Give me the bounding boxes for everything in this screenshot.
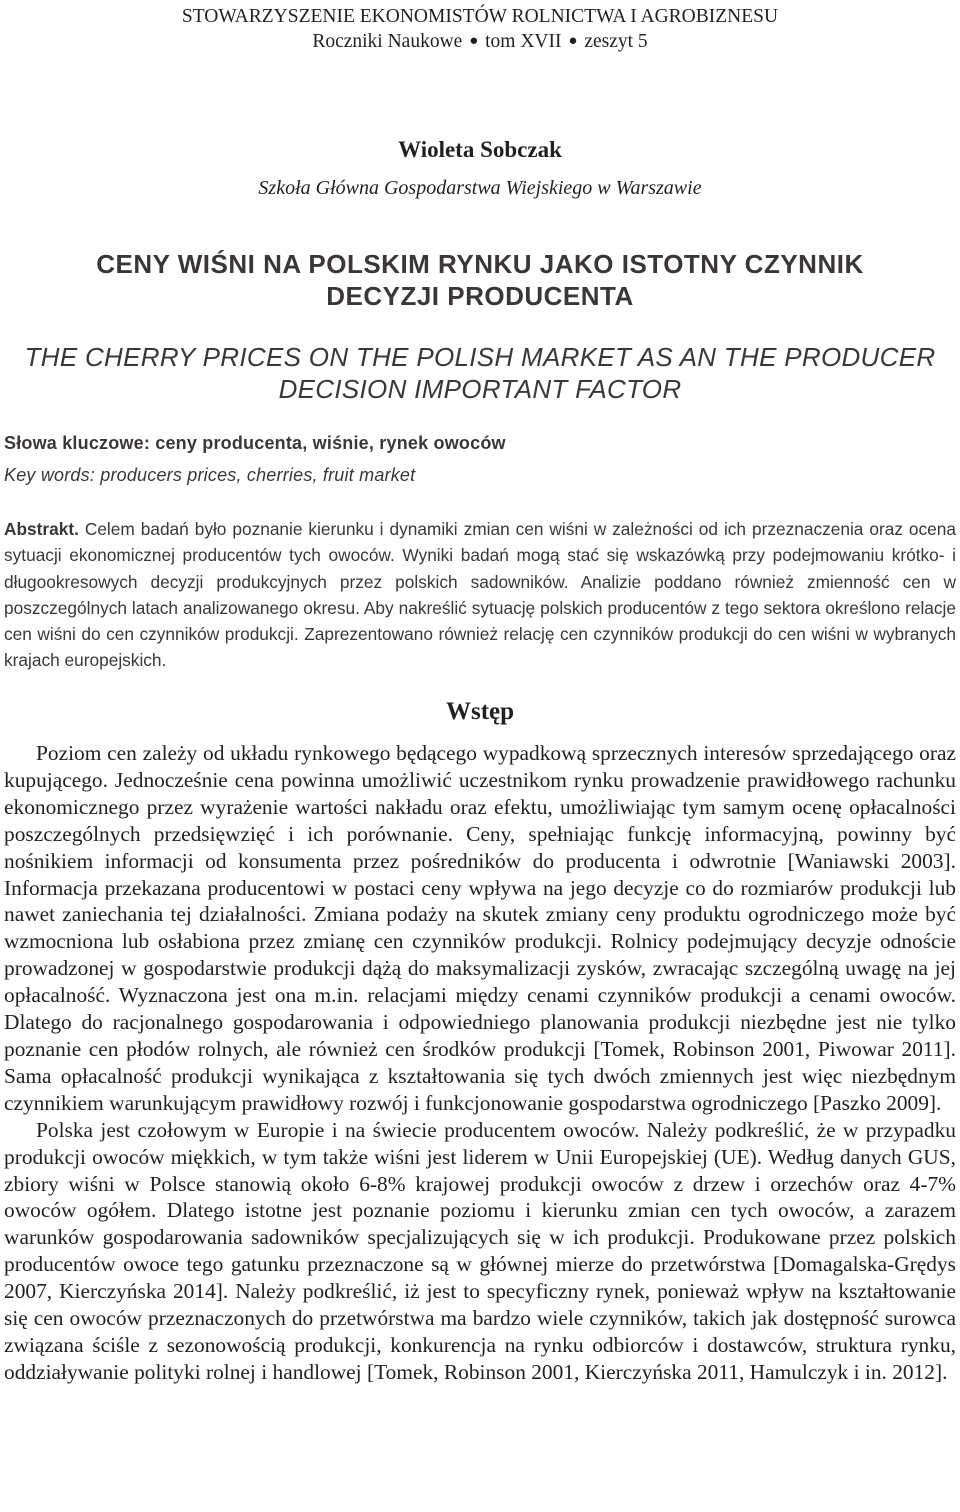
abstract-label: Abstrakt. bbox=[4, 519, 79, 539]
bullet-separator: ● bbox=[568, 33, 578, 49]
journal-info bbox=[0, 29, 960, 56]
keywords-english: Key words: producers prices, cherries, fruit market bbox=[4, 465, 416, 485]
abstract-text: Celem badań było poznanie kierunku i dynamiki zmian cen wiśni w zależności od ich przeznaczenia oraz ocena sytuacji ekonomicznej producentów tych owoców. Wyniki badań mogą stać się wskazówką przy podejmowaniu krótko- i długookresowych decyzji produkcyjnych przez polskich sadowników. Analizie poddano również zmienność cen w poszczególnych latach analizowanego okresu. Aby nakreślić sytuację polskich producentów z tego sektora określono relacje cen wiśni do cen czynników produkcji. Zaprezentowano również relację cen czynników produkcji do cen wiśni w wybranych krajach europejskich. bbox=[4, 519, 956, 671]
author-affiliation: Szkoła Główna Gospodarstwa Wiejskiego w Warszawie bbox=[258, 177, 702, 199]
body-paragraph: Polska jest czołowym w Europie i na świecie producentem owoców. Należy podkreślić, że w przypadku produkcji owoców miękkich, w tym także wiśni jest liderem w Unii Europejskiej (UE). Według danych GUS, zbiory wiśni w Polsce stanowią około 6-8% krajowej produkcji owoców z drzew i orzechów oraz 4-7% owoców ogółem. Dlatego istotne jest poznanie poziomu i kierunku zmian cen tych owoców, a zarazem warunków gospodarowania sadowników specjalizujących się w ich produkcji. Produkowane przez polskich producentów owoce tego gatunku przeznaczone są w głównej mierze do przetwórstwa [Domagalska-Grędys 2007, Kierczyńska 2014]. Należy podkreślić, iż jest to specyficzny rynek, ponieważ wpływ na kształtowanie się cen owoców przeznaczonych do przetwórstwa ma bardzo wiele czynników, takich jak dostępność surowca związana ściśle z sezonowością produkcji, konkurencja na rynku odbiorców i dostawców, struktura rynku, oddziaływanie polityki rolnej i handlowej [Tomek, Robinson 2001, Kierczyńska 2011, Hamulczyk i in. 2012]. bbox=[4, 1117, 956, 1384]
section-body bbox=[4, 740, 956, 1386]
title-polish-line: CENY WIŚNI NA POLSKIM RYNKU JAKO ISTOTNY CZYNNIK bbox=[96, 249, 864, 279]
title-english-line: THE CHERRY PRICES ON THE POLISH MARKET AS AN THE PRODUCER bbox=[24, 342, 936, 372]
section-title: Wstęp bbox=[445, 698, 515, 725]
title-english bbox=[0, 341, 960, 405]
title-polish bbox=[0, 248, 960, 312]
journal-volume: tom XVII bbox=[485, 31, 562, 52]
title-english-line: DECISION IMPORTANT FACTOR bbox=[278, 374, 682, 404]
title-polish-line: DECYZJI PRODUCENTA bbox=[326, 281, 634, 311]
bullet-separator: ● bbox=[469, 33, 479, 49]
abstract bbox=[4, 516, 956, 674]
keywords-polish: Słowa kluczowe: ceny producenta, wiśnie, rynek owoców bbox=[4, 433, 506, 453]
author-name: Wioleta Sobczak bbox=[398, 137, 562, 162]
journal-header bbox=[0, 4, 960, 56]
organization-name: STOWARZYSZENIE EKONOMISTÓW ROLNICTWA I AGROBIZNESU bbox=[181, 6, 779, 27]
journal-issue: zeszyt 5 bbox=[584, 31, 648, 52]
journal-name: Roczniki Naukowe bbox=[312, 31, 463, 52]
body-paragraph: Poziom cen zależy od układu rynkowego będącego wypadkową sprzecznych interesów sprzedającego oraz kupującego. Jednocześnie cena powinna umożliwić uczestnikom rynku prowadzenie prawidłowego rachunku ekonomicznego przez wyrażenie wartości nakładu oraz efektu, umożliwiając tym samym ocenę opłacalności poszczególnych przedsięwzięć i ich porównanie. Ceny, spełniając funkcję informacyjną, powinny być nośnikiem informacji od konsumenta przez pośredników do producenta i odwrotnie [Waniawski 2003]. Informacja przekazana producentowi w postaci ceny wpływa na jego decyzje co do rozmiarów produkcji lub nawet zaniechania tej działalności. Zmiana podaży na skutek zmiany ceny produktu ogrodniczego może być wzmocniona lub osłabiona przez zmianę cen czynników produkcji. Rolnicy podejmujący decyzje odnoście prowadzonej w gospodarstwie produkcji dążą do maksymalizacji zysków, zwracając szczególną uwagę na jej opłacalność. Wyznaczona jest ona m.in. relacjami między cenami czynników produkcji a cenami owoców. Dlatego do racjonalnego gospodarowania i odpowiedniego planowania produkcji niezbędne jest nie tylko poznanie cen płodów rolnych, ale również cen środków produkcji [Tomek, Robinson 2001, Piwowar 2011]. Sama opłacalność produkcji wynikająca z kształtowania się tych dwóch zmiennych jest więc niezbędnym czynnikiem warunkującym prawidłowy rozwój i funkcjonowanie gospodarstwa ogrodniczego [Paszko 2009]. bbox=[4, 741, 956, 1115]
